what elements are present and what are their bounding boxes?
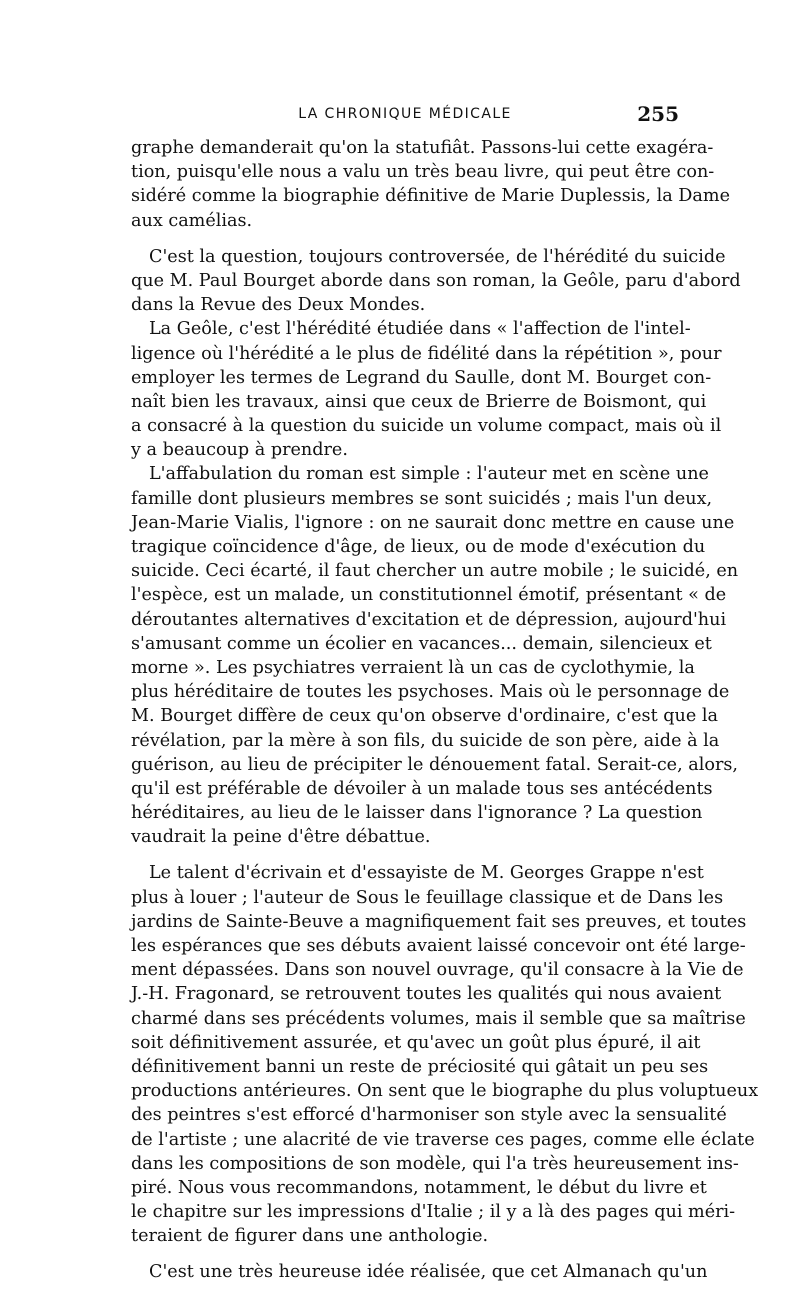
text-line: C'est la question, toujours controversée, de l'hérédité du suicide <box>149 246 726 267</box>
text-line: qu'il est préférable de dévoiler à un malade tous ses antécédents <box>131 778 713 799</box>
text-line: morne ». Les psychiatres verraient là un cas de cyclothymie, la <box>131 657 695 678</box>
text-line: tion, puisqu'elle nous a valu un très beau livre, qui peut être con- <box>131 162 715 183</box>
text-line: plus à louer ; l'auteur de Sous le feuillage classique et de Dans les <box>131 887 724 908</box>
text-line: y a beaucoup à prendre. <box>131 440 348 461</box>
text-line: L'affabulation du roman est simple : l'auteur met en scène une <box>149 464 709 485</box>
text-line: M. Bourget diffère de ceux qu'on observe d'ordinaire, c'est que la <box>131 706 718 727</box>
text-line: soit définitivement assurée, et qu'avec un goût plus épuré, il ait <box>131 1032 701 1053</box>
text-line: tragique coïncidence d'âge, de lieux, ou de mode d'exécution du <box>131 537 706 557</box>
paragraph <box>131 245 741 318</box>
text-line: charmé dans ses précédents volumes, mais il semble que sa maîtrise <box>131 1008 746 1029</box>
text-line: plus héréditaire de toutes les psychoses. Mais où le personnage de <box>131 682 730 703</box>
text-line: que M. Paul Bourget aborde dans son roman, la Geôle, paru d'abord <box>131 270 741 291</box>
text-line: guérison, au lieu de précipiter le dénouement fatal. Serait-ce, alors, <box>131 754 739 775</box>
text-line: Jean-Marie Vialis, l'ignore : on ne saurait donc mettre en cause une <box>131 512 735 533</box>
text-line: les espérances que ses débuts avaient laissé concevoir ont été large- <box>131 936 746 956</box>
text-line: vaudrait la peine d'être débattue. <box>131 827 431 848</box>
journal-title: LA CHRONIQUE MÉDICALE <box>298 106 512 122</box>
text-line: aux camélias. <box>131 210 253 231</box>
text-line: révélation, par la mère à son fils, du suicide de son père, aide à la <box>131 730 720 751</box>
text-line: suicide. Ceci écarté, il faut chercher un autre mobile ; le suicidé, en <box>131 561 739 582</box>
paragraph <box>131 1260 708 1284</box>
paragraph <box>131 861 759 1248</box>
text-line: dans la Revue des Deux Mondes. <box>131 295 426 316</box>
text-line: définitivement banni un reste de préciosité qui gâtait un peu ses <box>131 1056 709 1077</box>
text-line: famille dont plusieurs membres se sont suicidés ; mais l'un deux, <box>131 488 713 509</box>
text-line: ligence où l'hérédité a le plus de fidélité dans la répétition », pour <box>131 343 722 364</box>
text-line: dans les compositions de son modèle, qui l'a très heureusement ins- <box>131 1153 739 1174</box>
running-header <box>131 102 679 132</box>
text-line: teraient de figurer dans une anthologie. <box>131 1226 489 1247</box>
text-line: des peintres s'est efforcé d'harmoniser son style avec la sensualité <box>131 1105 727 1126</box>
text-line: naît bien les travaux, ainsi que ceux de Brierre de Boismont, qui <box>131 391 707 412</box>
text-line: productions antérieures. On sent que le biographe du plus voluptueux <box>131 1081 759 1102</box>
text-line: a consacré à la question du suicide un volume compact, mais où il <box>131 416 722 437</box>
text-line: de l'artiste ; une alacrité de vie traverse ces pages, comme elle éclate <box>131 1129 755 1150</box>
body-text <box>131 136 759 1285</box>
text-line: graphe demanderait qu'on la statufiât. Passons-lui cette exagéra- <box>131 138 714 158</box>
text-line: héréditaires, au lieu de le laisser dans l'ignorance ? La question <box>131 803 703 824</box>
text-line: jardins de Sainte-Beuve a magnifiquement fait ses preuves, et toutes <box>131 911 747 932</box>
text-line: La Geôle, c'est l'hérédité étudiée dans « l'affection de l'intel- <box>149 319 691 340</box>
text-line: sidéré comme la biographie définitive de Marie Duplessis, la Dame <box>131 186 730 207</box>
page-number: 255 <box>637 102 679 126</box>
text-line: piré. Nous vous recommandons, notamment, le début du livre et <box>131 1177 707 1198</box>
text-line: ment dépassées. Dans son nouvel ouvrage, qu'il consacre à la Vie de <box>131 960 744 981</box>
paragraph <box>131 462 739 849</box>
text-line: le chapitre sur les impressions d'Italie ; il y a là des pages qui méri- <box>131 1202 736 1223</box>
text-line: C'est une très heureuse idée réalisée, que cet Almanach qu'un <box>149 1262 708 1283</box>
text-line: J.-H. Fragonard, se retrouvent toutes les qualités qui nous avaient <box>131 984 722 1005</box>
text-line: Le talent d'écrivain et d'essayiste de M. Georges Grappe n'est <box>149 863 704 884</box>
paragraph <box>131 317 722 462</box>
text-line: déroutantes alternatives d'excitation et de dépression, aujourd'hui <box>131 609 727 630</box>
text-line: s'amusant comme un écolier en vacances... demain, silencieux et <box>131 633 712 654</box>
paragraph <box>131 136 730 233</box>
text-line: employer les termes de Legrand du Saulle, dont M. Bourget con- <box>131 367 712 388</box>
text-line: l'espèce, est un malade, un constitutionnel émotif, présentant « de <box>131 585 727 606</box>
